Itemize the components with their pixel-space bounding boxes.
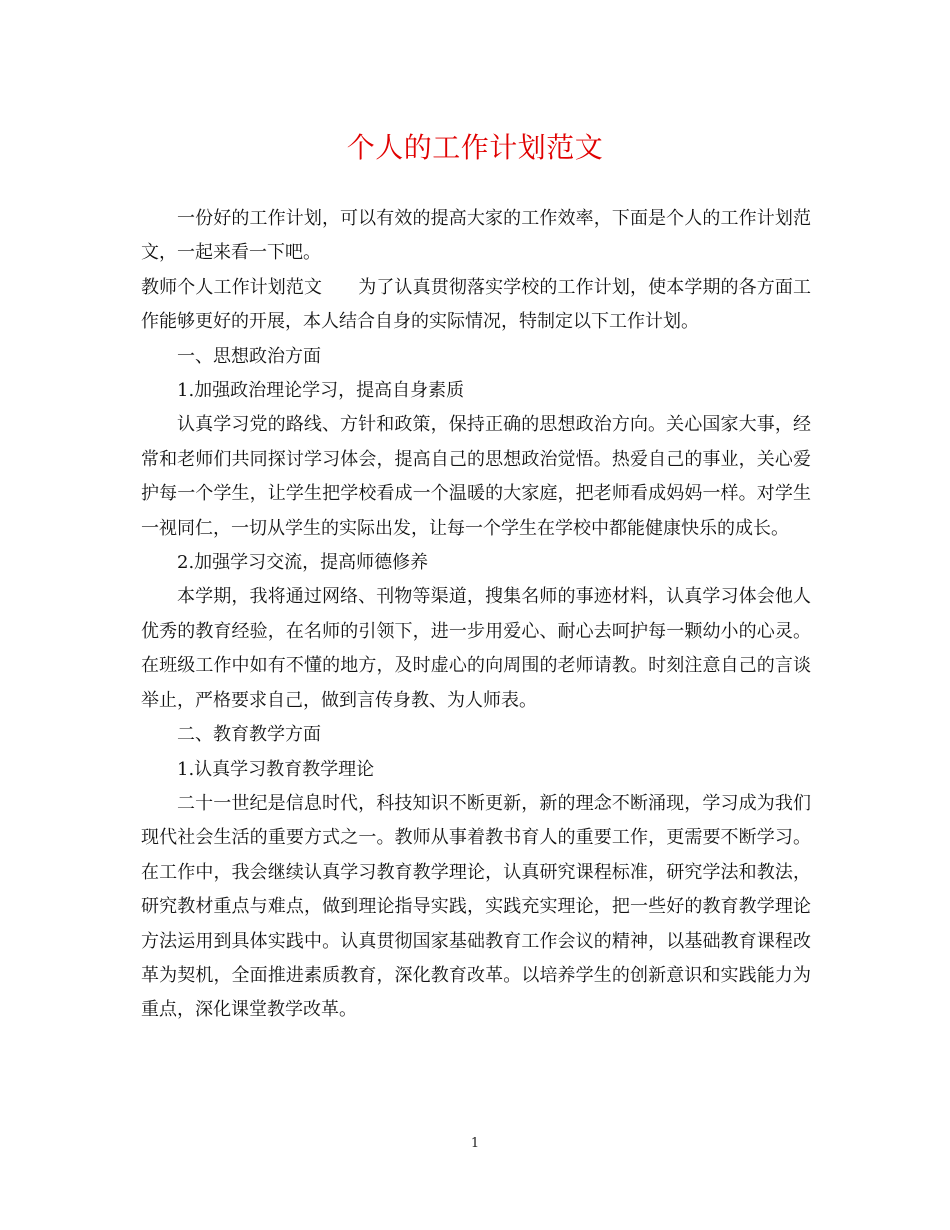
intro-paragraph: 一份好的工作计划，可以有效的提高大家的工作效率，下面是个人的工作计划范文，一起来看一下吧。 xyxy=(141,208,811,264)
page-number: 1 xyxy=(470,1136,480,1151)
document-body xyxy=(141,202,811,1028)
sample-paragraph xyxy=(141,271,811,340)
section-heading-2: 二、教育教学方面 xyxy=(177,724,321,746)
subheading-2-1: 1.认真学习教育教学理论 xyxy=(177,758,375,780)
body-paragraph: 认真学习党的路线、方针和政策，保持正确的思想政治方向。关心国家大事，经常和老师们共同探讨学习体会，提高自己的思想政治觉悟。热爱自己的事业，关心爱护每一个学生，让学生把学校看成一个温暖的大家庭，把老师看成妈妈一样。对学生一视同仁，一切从学生的实际出发，让每一个学生在学校中都能健康快乐的成长。 xyxy=(141,414,811,539)
section-heading-1: 一、思想政治方面 xyxy=(177,345,321,367)
body-paragraph: 二十一世纪是信息时代，科技知识不断更新，新的理念不断涌现，学习成为我们现代社会生活的重要方式之一。教师从事着教书育人的重要工作，更需要不断学习。在工作中，我会继续认真学习教育教学理论，认真研究课程标准，研究学法和教法，研究教材重点与难点，做到理论指导实践，实践充实理论，把一些好的教育教学理论方法运用到具体实践中。认真贯彻国家基础教育工作会议的精神，以基础教育课程改革为契机，全面推进素质教育，深化教育改革。以培养学生的创新意识和实践能力为重点，深化课堂教学改革。 xyxy=(141,792,811,1021)
subheading-1-2: 2.加强学习交流，提高师德修养 xyxy=(177,552,429,574)
sample-paragraph-text: 为了认真贯彻落实学校的工作计划，使本学期的各方面工作能够更好的开展，本人结合自身的实际情况，特制定以下工作计划。 xyxy=(141,276,812,333)
body-paragraph: 本学期，我将通过网络、刊物等渠道，搜集名师的事迹材料，认真学习体会他人优秀的教育经验，在名师的引领下，进一步用爱心、耐心去呵护每一颗幼小的心灵。在班级工作中如有不懂的地方，及时虚心的向周围的老师请教。时刻注意自己的言谈举止，严格要求自己，做到言传身教、为人师表。 xyxy=(141,586,811,711)
subheading-1-1: 1.加强政治理论学习，提高自身素质 xyxy=(177,380,465,402)
document-title: 个人的工作计划范文 xyxy=(346,131,604,164)
sample-label: 教师个人工作计划范文 xyxy=(141,276,323,298)
